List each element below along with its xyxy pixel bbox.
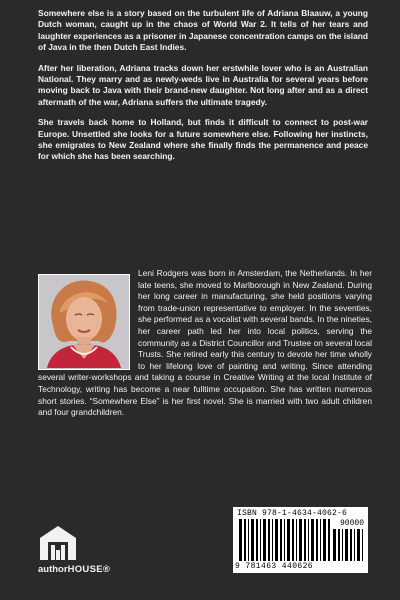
publisher-name-prefix: author [38, 564, 68, 575]
barcode-bar [263, 519, 266, 561]
barcode-bars [239, 519, 331, 561]
barcode-bar [272, 519, 273, 561]
barcode-bar [280, 519, 282, 561]
barcode-bar [357, 529, 360, 561]
barcode-bar [292, 519, 294, 561]
barcode-bar [284, 519, 285, 561]
barcode-bar [239, 519, 242, 561]
isbn-number: ISBN 978-1-4634-4062-6 [237, 509, 348, 518]
price-code: 90000 [339, 519, 364, 528]
barcode-bar [342, 529, 343, 561]
blurb-paragraph-3: She travels back home to Holland, but finds it difficult to connect to post-war Europe. Unsettled she looks for a future somewhere else. Following her instincts, she emigrates to New Zealand where she finally finds the permanence and peace for which she has been searching. [38, 117, 368, 162]
barcode-bar [323, 519, 326, 561]
blurb-paragraph-2: After her liberation, Adriana tracks down her erstwhile lover who is an Australian National. They marry and as newly-weds live in Australia for several years before moving back to Java with their brand-new daughter. Not long after and as a direct aftermath of the war, Adriana suffers the ultimate tragedy. [38, 62, 368, 107]
barcode-bar [308, 519, 309, 561]
barcode-bar [256, 519, 258, 561]
author-photo [38, 274, 130, 370]
barcode-bar [338, 529, 340, 561]
barcode-bar [244, 519, 246, 561]
barcode-bar [299, 519, 302, 561]
blurb-paragraph-1: Somewhere else is a story based on the turbulent life of Adriana Blaauw, a young Dutch woman, caught up in the chaos of World War 2. It tells of her tears and laughter experiences as a prisoner in Japanese concentration camps on the island of Java in the then Dutch East Indies. [38, 8, 368, 52]
authorhouse-logo-icon [38, 524, 78, 562]
barcode-bar [251, 519, 254, 561]
barcode-bar [362, 529, 363, 561]
barcode-bar [328, 519, 330, 561]
barcode-bar [311, 519, 314, 561]
publisher-logo [38, 524, 118, 584]
barcode-bar [275, 519, 278, 561]
barcode-bar [296, 519, 297, 561]
barcode-bar [345, 529, 348, 561]
price-barcode-bars [333, 529, 363, 561]
barcode-bar [304, 519, 306, 561]
publisher-name [38, 564, 110, 575]
barcode-bar [333, 529, 336, 561]
barcode-bar [260, 519, 261, 561]
barcode-bar [248, 519, 249, 561]
barcode-bar [320, 519, 321, 561]
book-blurb [38, 8, 368, 172]
author-section [38, 268, 372, 419]
barcode-bar [354, 529, 355, 561]
barcode-bar [268, 519, 270, 561]
author-bio: Leni Rodgers was born in Amsterdam, the Netherlands. In her late teens, she moved to Marlborough in New Zealand. During her long career in manufacturing, she held positions varying from trade-union representative to employer. In the seventies, she performed as a vocalist with several bands. In the nineties, her career path led her into local politics, serving the community as a District Councillor and Trustee on several local Trusts. She retired early this century to devote her time wholly to her lifelong love of painting and writing. Since attending several writer-workshops and taking a course in Creative Writing at the local Institute of Technology, writing has become a near fulltime occupation. She has written numerous short stories. “Somewhere Else” is her first novel. She is married with two adult children and four grandchildren. [38, 268, 372, 418]
isbn-barcode [233, 507, 368, 573]
publisher-name-suffix: HOUSE® [67, 564, 111, 575]
barcode-bar [316, 519, 318, 561]
barcode-bar [350, 529, 352, 561]
ean-digits: 9 781463 440626 [235, 562, 314, 571]
barcode-bar [287, 519, 290, 561]
